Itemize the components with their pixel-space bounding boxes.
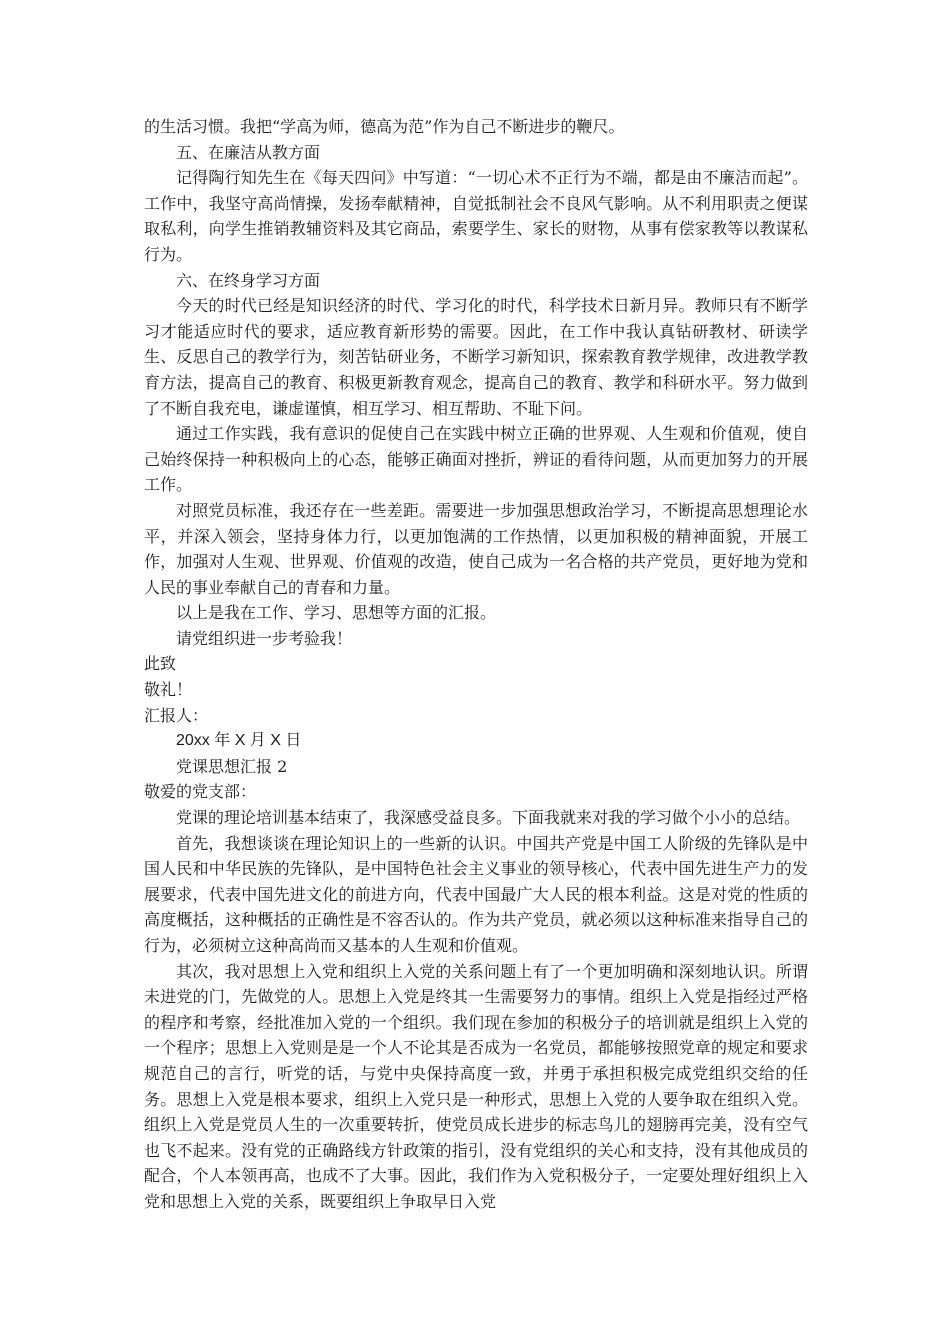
- paragraph-habits: 的生活习惯。我把“学高为师，德高为范”作为自己不断进步的鞭尺。: [144, 117, 625, 136]
- closing-jingli: 敬礼！: [144, 680, 193, 700]
- paragraph-lifelong-learning: 今天的时代已经是知识经济的时代、学习化的时代，科学技术日新月异。教师只有不断学习才能适应时代的要求，适应教育新形势的需要。因此，在工作中我认真钻研教材、研读学生、反思自己的教学行为，刻苦钻研业务，不断学习新知识，探索教育教学规律，改进教学教育方法，提高自己的教育、积极更新教育观念，提高自己的教育、教学和科研水平。努力做到了不断自我充电，谦虚谨慎，相互学习、相互帮助、不耻下问。: [144, 296, 808, 418]
- salutation: 敬爱的党支部：: [144, 782, 257, 802]
- document-body: [144, 114, 808, 1215]
- paragraph-report-summary: 以上是我在工作、学习、思想等方面的汇报。: [176, 603, 497, 623]
- section-heading-lifelong-learning: 六、在终身学习方面: [176, 270, 321, 290]
- paragraph-theory-knowledge: 首先，我想谈谈在理论知识上的一些新的认识。中国共产党是中国工人阶级的先锋队是中国人民和中华民族的先锋队，是中国特色社会主义事业的领导核心，代表中国先进生产力的发展要求，代表中国先进文化的前进方向，代表中国最广大人民的根本利益。这是对党的性质的高度概括，这种概括的正确性是不容否认的。作为共产党员，就必须以这种标准来指导自己的行为，必须树立这种高尚而又基本的人生观和价值观。: [144, 833, 808, 955]
- paragraph-party-standard: 对照党员标准，我还存在一些差距。需要进一步加强思想政治学习，不断提高思想理论水平，并深入领会，坚持身体力行，以更加饱满的工作热情，以更加积极的精神面貌，开展工作，加强对人生观、世界观、价值观的改造，使自己成为一名合格的共产党员，更好地为党和人民的事业奉献自己的青春和力量。: [144, 500, 808, 597]
- closing-cizhi: 此致: [144, 654, 177, 674]
- paragraph-request: 请党组织进一步考验我！: [176, 628, 353, 648]
- paragraph-joining-party: 其次，我对思想上入党和组织上入党的关系问题上有了一个更加明确和深刻地认识。所谓未进党的门，先做党的人。思想上入党是终其一生需要努力的事情。组织上入党是指经过严格的程序和考察，经批准加入党的一个组织。我们现在参加的积极分子的培训就是组织上入党的一个程序；思想上入党则是是一个人不论其是否成为一名党员，都能够按照党章的规定和要求规范自己的言行，听党的话，与党中央保持高度一致，并勇于承担积极完成党组织交给的任务。思想上入党是根本要求，组织上入党只是一种形式，思想上入党的人要争取在组织入党。组织上入党是党员人生的一次重要转折，使党员成长进步的标志鸟儿的翅膀再完美，没有空气也飞不起来。没有党的正确路线方针政策的指引，没有党组织的关心和支持，没有其他成员的配合，个人本领再高，也成不了大事。因此，我们作为入党积极分子，一定要处理好组织上入党和思想上入党的关系，既要组织上争取早日入党: [144, 961, 808, 1211]
- paragraph-training-summary: 党课的理论培训基本结束了，我深感受益良多。下面我就来对我的学习做个小小的总结。: [176, 808, 801, 828]
- paragraph-integrity: 记得陶行知先生在《每天四问》中写道：“一切心术不正行为不端，都是由不廉洁而起”。工作中，我坚守高尚情操，发扬奉献精神，自觉抵制社会不良风气影响。从不利用职责之便谋取私利，向学生推销教辅资料及其它商品，索要学生、家长的财物，从事有偿家教等以教谋私行为。: [144, 168, 808, 264]
- report-title-2: 党课思想汇报 2: [176, 756, 288, 776]
- section-heading-integrity: 五、在廉洁从教方面: [176, 142, 321, 162]
- reporter-label: 汇报人：: [144, 705, 209, 725]
- report-date: 20xx 年 X 月 X 日: [176, 732, 302, 750]
- paragraph-work-practice: 通过工作实践，我有意识的促使自己在实践中树立正确的世界观、人生观和价值观，使自己始终保持一种积极向上的心态，能够正确面对挫折，辨证的看待问题，从而更加努力的开展工作。: [144, 424, 808, 495]
